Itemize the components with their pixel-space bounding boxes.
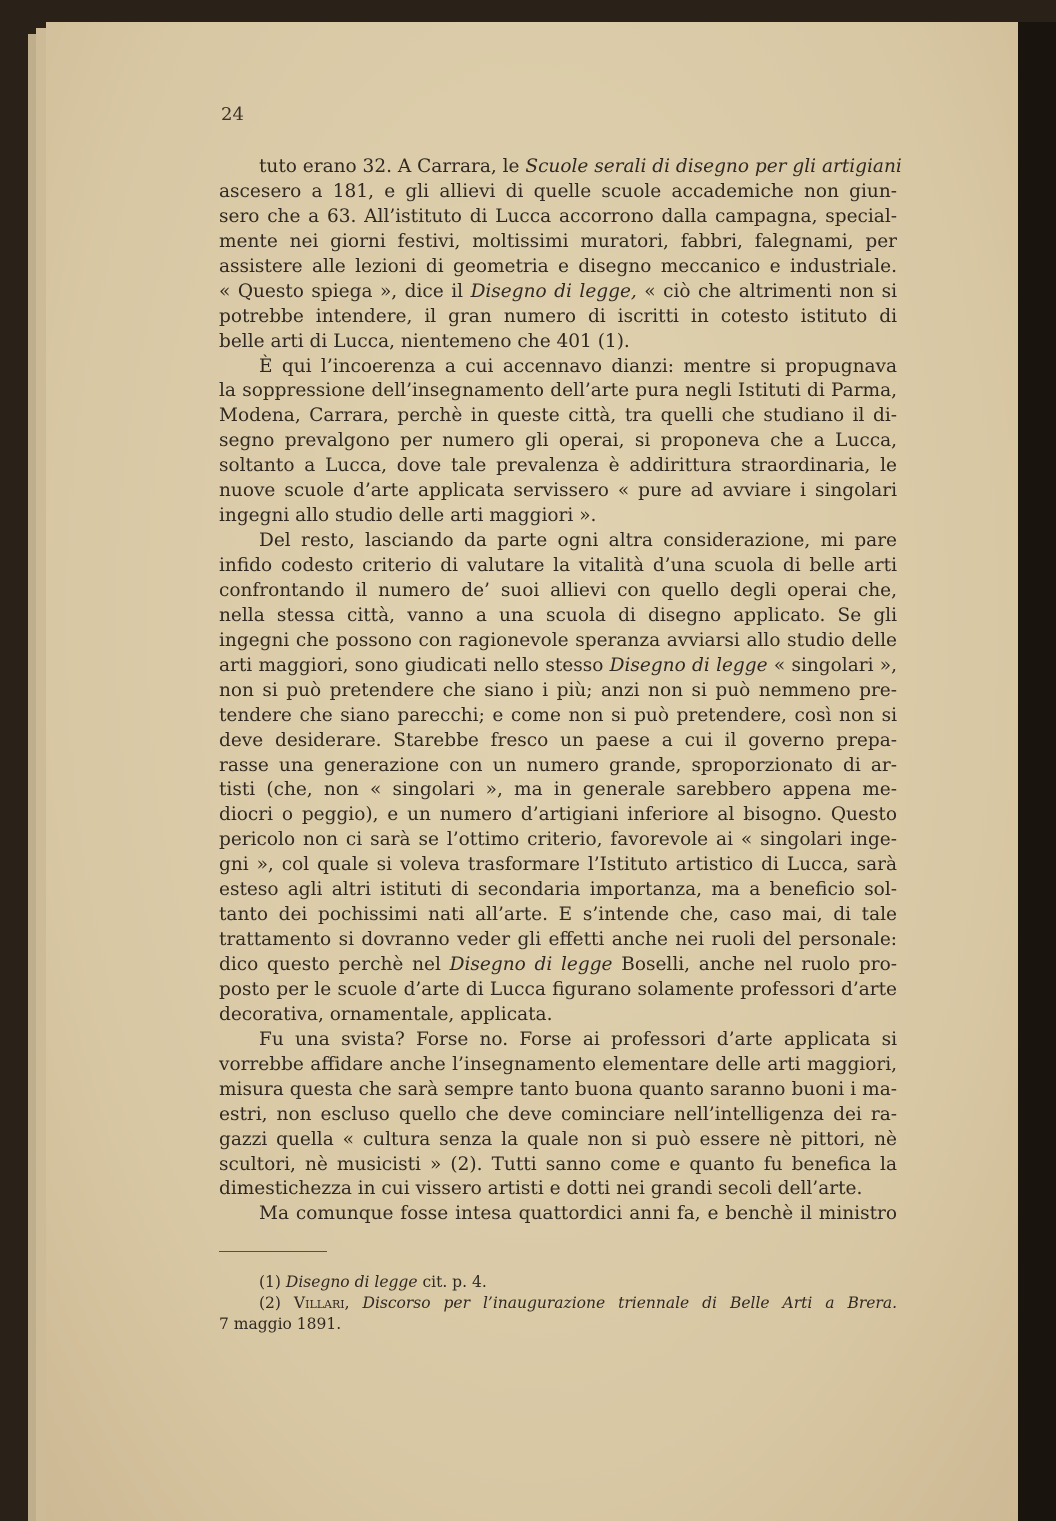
- italic-text: Disegno di legge,: [470, 280, 637, 302]
- text-segment: vorrebbe affidare anche l’insegnamento elementare delle arti maggiori,: [219, 1053, 897, 1075]
- text-line: [219, 604, 897, 629]
- text-line: [219, 1128, 897, 1153]
- text-line: [219, 1177, 897, 1202]
- text-line: [219, 1202, 897, 1227]
- text-segment: arti maggiori, sono giudicati nello stesso: [219, 654, 610, 676]
- text-segment: infido codesto criterio di valutare la vitalità d’una scuola di belle arti: [219, 555, 897, 576]
- italic-text: Disegno di legge: [449, 954, 613, 975]
- footnote-line: [219, 1293, 897, 1314]
- footnote-line: [219, 1314, 897, 1335]
- text-line: [219, 1153, 897, 1178]
- text-line: [219, 654, 897, 679]
- italic-text: Disegno di legge: [285, 1273, 418, 1291]
- text-line: [219, 379, 897, 404]
- text-line: [219, 330, 897, 355]
- text-segment: Villari: [293, 1294, 345, 1312]
- footnotes: [219, 1272, 897, 1335]
- scan-border: [1018, 22, 1056, 1521]
- body-text: [219, 155, 902, 1227]
- text-segment: mente nei giorni festivi, moltissimi muratori, fabbri, falegnami, per: [219, 230, 897, 252]
- text-segment: soltanto a Lucca, dove tale prevalenza è addirittura straordinaria, le: [219, 455, 897, 477]
- text-segment: nuove scuole d’arte applicata servissero « pure ad avviare i singolari: [219, 480, 897, 502]
- text-segment: Modena, Carrara, perchè in queste città, tra quelli che studiano il di-: [219, 405, 897, 427]
- text-line: [219, 903, 897, 928]
- italic-text: Disegno di legge: [609, 654, 768, 676]
- text-segment: tuto erano 32. A Carrara, le: [259, 156, 526, 177]
- text-segment: (1): [259, 1273, 286, 1291]
- text-segment: misura questa che sarà sempre tanto buona quanto saranno buoni i ma-: [219, 1078, 897, 1100]
- text-segment: ascesero a 181, e gli allievi di quelle scuole accademiche non giun-: [219, 180, 897, 202]
- text-segment: « Questo spiega », dice il: [219, 280, 471, 302]
- text-line: [219, 205, 897, 230]
- text-line: [219, 529, 897, 554]
- text-line: [219, 1078, 897, 1103]
- text-line: [219, 280, 897, 305]
- text-segment: ingegni che possono con ragionevole speranza avviarsi allo studio delle: [219, 629, 897, 651]
- text-line: [219, 953, 897, 978]
- text-segment: assistere alle lezioni di geometria e disegno meccanico e industriale.: [219, 255, 897, 277]
- text-segment: tendere che siano parecchi; e come non si può pretendere, così non si: [219, 704, 897, 726]
- text-line: [219, 928, 897, 953]
- text-segment: dico questo perchè nel: [219, 954, 450, 975]
- text-line: [219, 1053, 897, 1078]
- text-segment: (2): [259, 1294, 294, 1312]
- italic-text: Scuole serali di disegno per gli artigiani: [525, 156, 902, 177]
- text-segment: gazzi quella « cultura senza la quale non si può essere nè pittori, nè: [219, 1128, 897, 1150]
- text-line: [219, 878, 897, 903]
- text-segment: Del resto, lasciando da parte ogni altra considerazione, mi pare: [259, 530, 897, 552]
- text-segment: esteso agli altri istituti di secondaria importanza, ma a beneficio sol-: [219, 879, 897, 901]
- text-line: [219, 180, 897, 205]
- text-segment: « singolari »,: [767, 654, 897, 676]
- text-segment: È qui l’incoerenza a cui accennavo dianzi: mentre si propugnava: [259, 355, 897, 377]
- text-line: [219, 828, 897, 853]
- text-line: [219, 754, 897, 779]
- text-line: [219, 978, 897, 1003]
- text-segment: ingegni allo studio delle arti maggiori ».: [219, 505, 597, 527]
- text-line: [219, 155, 902, 180]
- text-line: [219, 255, 897, 280]
- text-line: [219, 803, 897, 828]
- text-line: [219, 504, 897, 529]
- text-line: [219, 579, 897, 604]
- text-segment: diocri o peggio), e un numero d’artigiani inferiore al bisogno. Questo: [219, 804, 897, 826]
- footnote-line: [219, 1272, 897, 1293]
- text-segment: la soppressione dell’insegnamento dell’arte pura negli Istituti di Parma,: [219, 380, 897, 402]
- text-line: [219, 305, 897, 330]
- text-line: [219, 404, 897, 429]
- text-segment: tanto dei pochissimi nati all’arte. E s’intende che, caso mai, di tale: [219, 904, 897, 926]
- text-line: [219, 429, 897, 454]
- footnote-rule: [219, 1251, 327, 1252]
- text-line: [219, 230, 897, 255]
- text-segment: decorativa, ornamentale, applicata.: [219, 1003, 553, 1025]
- text-segment: tisti (che, non « singolari », ma in generale sarebbero appena me-: [219, 779, 897, 801]
- text-segment: confrontando il numero de’ suoi allievi con quello degli operai che,: [219, 579, 897, 601]
- text-segment: sero che a 63. All’istituto di Lucca accorrono dalla campagna, special-: [219, 205, 897, 227]
- text-line: [219, 1003, 897, 1028]
- text-line: [219, 1028, 897, 1053]
- text-segment: cit. p. 4.: [417, 1273, 487, 1291]
- text-line: [219, 704, 897, 729]
- text-segment: non si può pretendere che siano i più; anzi non si può nemmeno pre-: [219, 679, 897, 701]
- text-line: [219, 729, 897, 754]
- text-segment: posto per le scuole d’arte di Lucca figurano solamente professori d’arte: [219, 978, 897, 1000]
- text-segment: estri, non escluso quello che deve cominciare nell’intelligenza dei ra-: [219, 1103, 897, 1125]
- text-segment: potrebbe intendere, il gran numero di iscritti in cotesto istituto di: [219, 305, 897, 327]
- text-segment: nella stessa città, vanno a una scuola di disegno applicato. Se gli: [219, 604, 897, 626]
- text-line: [219, 679, 897, 704]
- text-line: [219, 479, 897, 504]
- text-segment: segno prevalgono per numero gli operai, si proponeva che a Lucca,: [219, 430, 897, 452]
- text-segment: Fu una svista? Forse no. Forse ai professori d’arte applicata si: [259, 1028, 897, 1050]
- text-line: [219, 454, 897, 479]
- text-segment: dimestichezza in cui vissero artisti e dotti nei grandi secoli dell’arte.: [219, 1178, 863, 1200]
- text-segment: rasse una generazione con un numero grande, sproporzionato di ar-: [219, 754, 897, 776]
- text-segment: ,: [344, 1294, 363, 1312]
- text-line: [219, 554, 897, 579]
- text-segment: deve desiderare. Starebbe fresco un paese a cui il governo prepa-: [219, 729, 897, 751]
- text-line: [219, 355, 897, 380]
- text-segment: 7 maggio 1891.: [219, 1315, 342, 1333]
- text-line: [219, 853, 897, 878]
- text-segment: belle arti di Lucca, nientemeno che 401 (1).: [219, 330, 630, 352]
- page-number: 24: [221, 104, 244, 125]
- text-segment: trattamento si dovranno veder gli effetti anche nei ruoli del personale:: [219, 929, 897, 951]
- text-segment: Boselli, anche nel ruolo pro-: [612, 954, 898, 975]
- text-segment: pericolo non ci sarà se l’ottimo criterio, favorevole ai « singolari inge-: [219, 829, 897, 851]
- text-segment: gni », col quale si voleva trasformare l’Istituto artistico di Lucca, sarà: [219, 854, 897, 876]
- italic-text: Discorso per l’inaugurazione triennale di Belle Arti a Brera.: [362, 1294, 897, 1312]
- text-line: [219, 1103, 897, 1128]
- text-line: [219, 778, 897, 803]
- text-segment: Ma comunque fosse intesa quattordici anni fa, e benchè il ministro: [259, 1203, 897, 1225]
- text-segment: scultori, nè musicisti » (2). Tutti sanno come e quanto fu benefica la: [219, 1153, 897, 1175]
- text-segment: « ciò che altrimenti non si: [636, 280, 897, 302]
- text-line: [219, 629, 897, 654]
